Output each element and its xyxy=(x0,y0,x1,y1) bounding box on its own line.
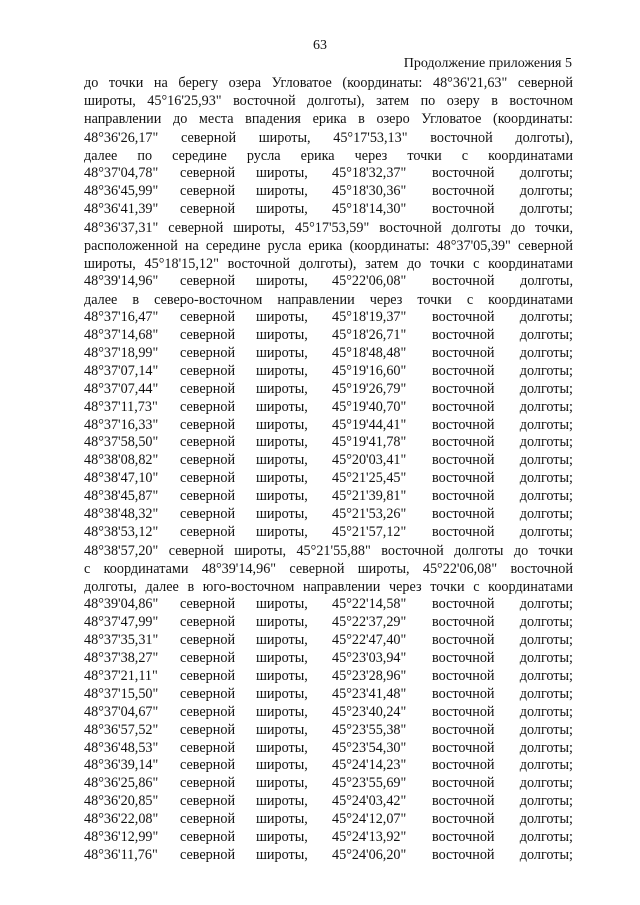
longitude-value: 45°18'48,48" xyxy=(332,345,407,362)
east-word: восточной xyxy=(432,757,495,774)
latitude-value: 48°38'47,10" xyxy=(84,470,159,487)
longitude-value: 45°22'47,40" xyxy=(332,632,407,649)
mid-paragraph-2 xyxy=(84,291,573,309)
north-word: северной xyxy=(180,416,236,433)
north-word: северной xyxy=(180,398,236,415)
coordinate-row xyxy=(84,614,573,632)
text-line: широты, 45°18'15,12" восточной долготы), затем до точки с координатами xyxy=(84,255,573,272)
longitude-value: 45°24'03,42" xyxy=(332,793,407,810)
longitude-word: долготы; xyxy=(519,703,573,720)
east-word: восточной xyxy=(432,596,495,613)
longitude-value: 45°21'39,81" xyxy=(332,488,407,505)
east-word: восточной xyxy=(432,793,495,810)
mid-paragraph xyxy=(84,219,573,274)
text-line: с координатами 48°39'14,96" северной широты, 45°22'06,08" восточной xyxy=(84,561,573,578)
latitude-value: 48°37'21,11" xyxy=(84,667,158,684)
text-line: широты, 45°16'25,93" восточной долготы), затем по озеру в восточном xyxy=(84,93,573,110)
latitude-value: 48°36'41,39" xyxy=(84,200,159,217)
longitude-value: 45°24'14,23" xyxy=(332,757,407,774)
coord-list-c xyxy=(84,309,573,542)
east-word: восточной xyxy=(432,398,495,415)
latitude-value: 48°37'16,33" xyxy=(84,416,159,433)
text-line: 48°36'37,31" северной широты, 45°17'53,59" восточной долготы до точки, xyxy=(84,219,573,236)
latitude-value: 48°38'53,12" xyxy=(84,523,159,540)
coord-list-d xyxy=(84,596,573,864)
coordinate-row xyxy=(84,686,573,704)
latitude-word: широты, xyxy=(256,667,308,684)
north-word: северной xyxy=(180,650,236,667)
north-word: северной xyxy=(180,434,236,451)
longitude-value: 45°18'14,30" xyxy=(332,200,407,217)
north-word: северной xyxy=(180,506,236,523)
longitude-word: долготы; xyxy=(519,685,573,702)
latitude-word: широты, xyxy=(256,739,308,756)
north-word: северной xyxy=(180,200,236,217)
text-line: до точки на берегу озера Угловатое (координаты: 48°36'21,63" северной xyxy=(84,75,573,91)
east-word: восточной xyxy=(432,470,495,487)
north-word: северной xyxy=(180,164,236,181)
east-word: восточной xyxy=(432,739,495,756)
longitude-word: долготы; xyxy=(519,721,573,738)
coordinate-row xyxy=(84,632,573,650)
east-word: восточной xyxy=(432,721,495,738)
latitude-word: широты, xyxy=(256,596,308,613)
east-word: восточной xyxy=(432,452,495,469)
longitude-word: долготы; xyxy=(519,345,573,362)
coordinate-row xyxy=(84,847,573,865)
latitude-value: 48°36'39,14" xyxy=(84,757,159,774)
longitude-word: долготы; xyxy=(519,164,573,181)
latitude-value: 48°37'38,27" xyxy=(84,650,159,667)
longitude-word: долготы; xyxy=(519,650,573,667)
east-word: восточной xyxy=(432,380,495,397)
latitude-value: 48°36'12,99" xyxy=(84,828,159,845)
longitude-word: долготы; xyxy=(519,523,573,540)
longitude-value: 45°19'44,41" xyxy=(332,416,407,433)
page-number: 63 xyxy=(313,38,327,53)
latitude-word: широты, xyxy=(256,434,308,451)
latitude-value: 48°36'22,08" xyxy=(84,811,159,828)
latitude-value: 48°36'20,85" xyxy=(84,793,159,810)
longitude-value: 45°24'12,07" xyxy=(332,811,407,828)
latitude-word: широты, xyxy=(256,380,308,397)
longitude-value: 45°23'28,96" xyxy=(332,667,407,684)
latitude-word: широты, xyxy=(256,273,308,290)
coordinate-row xyxy=(84,309,573,327)
east-word: восточной xyxy=(432,309,495,326)
document-body xyxy=(84,74,573,865)
coordinate-row xyxy=(84,596,573,614)
longitude-value: 45°19'41,78" xyxy=(332,434,407,451)
latitude-word: широты, xyxy=(256,345,308,362)
east-word: восточной xyxy=(432,667,495,684)
north-word: северной xyxy=(180,327,236,344)
coordinate-row xyxy=(84,327,573,345)
coordinate-row xyxy=(84,434,573,452)
coordinate-row xyxy=(84,399,573,417)
longitude-word: долготы; xyxy=(519,434,573,451)
north-word: северной xyxy=(180,182,236,199)
coordinate-row xyxy=(84,757,573,775)
east-word: восточной xyxy=(432,685,495,702)
latitude-value: 48°39'04,86" xyxy=(84,596,159,613)
longitude-word: долготы; xyxy=(519,452,573,469)
longitude-word: долготы; xyxy=(519,846,573,863)
latitude-word: широты, xyxy=(256,488,308,505)
coordinate-row xyxy=(84,470,573,488)
longitude-value: 45°21'53,26" xyxy=(332,506,407,523)
latitude-word: широты, xyxy=(256,327,308,344)
intro-paragraph xyxy=(84,74,573,165)
longitude-word: долготы; xyxy=(519,793,573,810)
east-word: восточной xyxy=(432,614,495,631)
north-word: северной xyxy=(180,757,236,774)
east-word: восточной xyxy=(432,523,495,540)
longitude-word: долготы; xyxy=(519,596,573,613)
east-word: восточной xyxy=(432,273,495,290)
latitude-word: широты, xyxy=(256,506,308,523)
north-word: северной xyxy=(180,523,236,540)
north-word: северной xyxy=(180,362,236,379)
latitude-value: 48°37'11,73" xyxy=(84,398,158,415)
east-word: восточной xyxy=(432,434,495,451)
latitude-word: широты, xyxy=(256,811,308,828)
longitude-value: 45°20'03,41" xyxy=(332,452,407,469)
text-line: направлении до места впадения ерика в озеро Угловатое (координаты: xyxy=(84,111,573,128)
longitude-value: 45°24'06,20" xyxy=(332,846,407,863)
longitude-value: 45°22'14,58" xyxy=(332,596,407,613)
longitude-word: долготы; xyxy=(519,470,573,487)
text-line: далее в северо-восточном направлении через точки с координатами xyxy=(84,292,573,309)
latitude-value: 48°37'07,44" xyxy=(84,380,159,397)
latitude-value: 48°37'14,68" xyxy=(84,327,159,344)
latitude-word: широты, xyxy=(256,416,308,433)
latitude-value: 48°36'11,76" xyxy=(84,846,158,863)
latitude-value: 48°39'14,96" xyxy=(84,273,159,290)
latitude-value: 48°38'45,87" xyxy=(84,488,159,505)
north-word: северной xyxy=(180,273,236,290)
coordinate-row xyxy=(84,201,573,219)
coordinate-row xyxy=(84,793,573,811)
north-word: северной xyxy=(180,667,236,684)
appendix-label: Продолжение приложения 5 xyxy=(403,56,572,71)
latitude-word: широты, xyxy=(256,182,308,199)
coordinate-row xyxy=(84,811,573,829)
longitude-word: долготы; xyxy=(519,506,573,523)
longitude-word: долготы; xyxy=(519,828,573,845)
east-word: восточной xyxy=(432,811,495,828)
north-word: северной xyxy=(180,685,236,702)
longitude-value: 45°23'41,48" xyxy=(332,685,407,702)
east-word: восточной xyxy=(432,632,495,649)
coordinate-row xyxy=(84,775,573,793)
latitude-word: широты, xyxy=(256,200,308,217)
coordinate-row xyxy=(84,668,573,686)
north-word: северной xyxy=(180,452,236,469)
longitude-word: долготы; xyxy=(519,416,573,433)
latitude-value: 48°37'18,99" xyxy=(84,345,159,362)
coordinate-row xyxy=(84,381,573,399)
east-word: восточной xyxy=(432,703,495,720)
east-word: восточной xyxy=(432,362,495,379)
coordinate-row xyxy=(84,165,573,183)
coordinate-row xyxy=(84,417,573,435)
longitude-word: долготы; xyxy=(519,614,573,631)
latitude-value: 48°37'58,50" xyxy=(84,434,159,451)
latitude-word: широты, xyxy=(256,164,308,181)
longitude-value: 45°23'55,38" xyxy=(332,721,407,738)
east-word: восточной xyxy=(432,327,495,344)
longitude-word: долготы; xyxy=(519,309,573,326)
north-word: северной xyxy=(180,703,236,720)
latitude-word: широты, xyxy=(256,685,308,702)
east-word: восточной xyxy=(432,828,495,845)
latitude-value: 48°36'48,53" xyxy=(84,739,159,756)
latitude-value: 48°37'07,14" xyxy=(84,362,159,379)
latitude-word: широты, xyxy=(256,650,308,667)
north-word: северной xyxy=(180,380,236,397)
coordinate-row xyxy=(84,704,573,722)
latitude-word: широты, xyxy=(256,614,308,631)
north-word: северной xyxy=(180,721,236,738)
longitude-word: долготы; xyxy=(519,811,573,828)
coordinate-row xyxy=(84,345,573,363)
longitude-word: долготы; xyxy=(519,757,573,774)
longitude-value: 45°22'37,29" xyxy=(332,614,407,631)
longitude-word: долготы; xyxy=(519,380,573,397)
east-word: восточной xyxy=(432,164,495,181)
latitude-value: 48°36'45,99" xyxy=(84,182,159,199)
coordinate-row xyxy=(84,183,573,201)
east-word: восточной xyxy=(432,488,495,505)
text-line: расположенной на середине русла ерика (координаты: 48°37'05,39" северной xyxy=(84,237,573,254)
coord-list-a xyxy=(84,165,573,219)
latitude-word: широты, xyxy=(256,452,308,469)
north-word: северной xyxy=(180,345,236,362)
coordinate-row xyxy=(84,722,573,740)
east-word: восточной xyxy=(432,846,495,863)
latitude-value: 48°36'57,52" xyxy=(84,721,159,738)
longitude-value: 45°18'30,36" xyxy=(332,182,407,199)
north-word: северной xyxy=(180,846,236,863)
longitude-word: долготы; xyxy=(519,739,573,756)
north-word: северной xyxy=(180,488,236,505)
coordinate-row xyxy=(84,452,573,470)
latitude-word: широты, xyxy=(256,703,308,720)
longitude-value: 45°22'06,08" xyxy=(332,273,407,290)
latitude-word: широты, xyxy=(256,846,308,863)
coordinate-row xyxy=(84,829,573,847)
longitude-value: 45°23'03,94" xyxy=(332,650,407,667)
east-word: восточной xyxy=(432,182,495,199)
longitude-value: 45°21'57,12" xyxy=(332,523,407,540)
longitude-word: долготы; xyxy=(519,327,573,344)
latitude-value: 48°36'25,86" xyxy=(84,775,159,792)
longitude-word: долготы; xyxy=(519,200,573,217)
latitude-word: широты, xyxy=(256,398,308,415)
latitude-value: 48°37'15,50" xyxy=(84,685,159,702)
coordinate-row xyxy=(84,363,573,381)
longitude-word: долготы; xyxy=(519,362,573,379)
latitude-word: широты, xyxy=(256,632,308,649)
latitude-word: широты, xyxy=(256,775,308,792)
north-word: северной xyxy=(180,828,236,845)
latitude-word: широты, xyxy=(256,793,308,810)
east-word: восточной xyxy=(432,200,495,217)
latitude-value: 48°37'35,31" xyxy=(84,632,159,649)
latitude-value: 48°37'47,99" xyxy=(84,614,159,631)
longitude-word: долготы; xyxy=(519,182,573,199)
north-word: северной xyxy=(180,614,236,631)
coordinate-row xyxy=(84,488,573,506)
north-word: северной xyxy=(180,309,236,326)
latitude-word: широты, xyxy=(256,828,308,845)
longitude-value: 45°24'13,92" xyxy=(332,828,407,845)
north-word: северной xyxy=(180,596,236,613)
north-word: северной xyxy=(180,811,236,828)
north-word: северной xyxy=(180,739,236,756)
text-line: долготы, далее в юго-восточном направлении через точки с координатами xyxy=(84,579,573,596)
longitude-word: долготы; xyxy=(519,775,573,792)
east-word: восточной xyxy=(432,775,495,792)
latitude-word: широты, xyxy=(256,757,308,774)
longitude-value: 45°23'55,69" xyxy=(332,775,407,792)
longitude-value: 45°19'26,79" xyxy=(332,380,407,397)
north-word: северной xyxy=(180,632,236,649)
latitude-word: широты, xyxy=(256,721,308,738)
north-word: северной xyxy=(180,775,236,792)
longitude-value: 45°23'40,24" xyxy=(332,703,407,720)
longitude-word: долготы, xyxy=(520,273,573,290)
east-word: восточной xyxy=(432,650,495,667)
text-line: 48°38'57,20" северной широты, 45°21'55,88" восточной долготы до точки xyxy=(84,542,573,559)
coordinate-row xyxy=(84,524,573,542)
latitude-value: 48°38'08,82" xyxy=(84,452,159,469)
latitude-word: широты, xyxy=(256,309,308,326)
latitude-value: 48°37'16,47" xyxy=(84,309,159,326)
coordinate-row xyxy=(84,740,573,758)
text-line: далее по середине русла ерика через точки с координатами xyxy=(84,147,573,164)
longitude-word: долготы; xyxy=(519,632,573,649)
longitude-value: 45°19'16,60" xyxy=(332,362,407,379)
longitude-value: 45°18'32,37" xyxy=(332,164,407,181)
north-word: северной xyxy=(180,470,236,487)
latitude-word: широты, xyxy=(256,523,308,540)
coordinate-row xyxy=(84,650,573,668)
coordinate-row xyxy=(84,506,573,524)
longitude-value: 45°23'54,30" xyxy=(332,739,407,756)
longitude-value: 45°21'25,45" xyxy=(332,470,407,487)
longitude-word: долготы; xyxy=(519,667,573,684)
coordinate-row xyxy=(84,273,573,291)
latitude-value: 48°37'04,78" xyxy=(84,164,159,181)
east-word: восточной xyxy=(432,345,495,362)
east-word: восточной xyxy=(432,416,495,433)
north-word: северной xyxy=(180,793,236,810)
longitude-value: 45°18'26,71" xyxy=(332,327,407,344)
latitude-value: 48°38'48,32" xyxy=(84,506,159,523)
latitude-word: широты, xyxy=(256,362,308,379)
east-word: восточной xyxy=(432,506,495,523)
longitude-value: 45°19'40,70" xyxy=(332,398,407,415)
mid-paragraph-3 xyxy=(84,542,573,597)
latitude-word: широты, xyxy=(256,470,308,487)
longitude-value: 45°18'19,37" xyxy=(332,309,407,326)
latitude-value: 48°37'04,67" xyxy=(84,703,159,720)
longitude-word: долготы; xyxy=(519,398,573,415)
coord-list-b xyxy=(84,273,573,291)
text-line: 48°36'26,17" северной широты, 45°17'53,13" восточной долготы), xyxy=(84,129,573,146)
longitude-word: долготы; xyxy=(519,488,573,505)
